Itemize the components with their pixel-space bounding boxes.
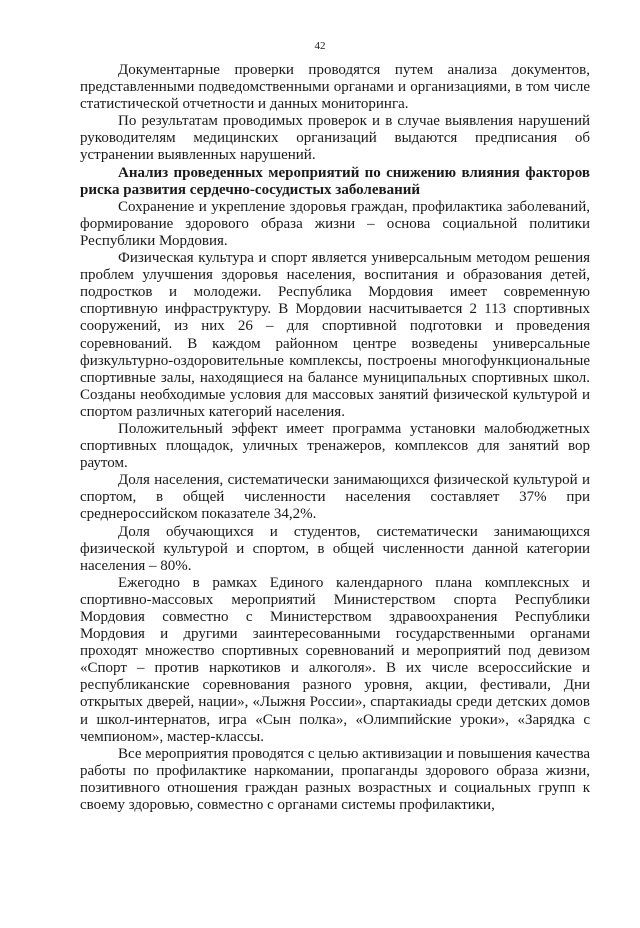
paragraph-annual-events: Ежегодно в рамках Единого календарного плана комплексных и спортивно-массовых мероприятий Министерством спорта Республики Мордовия совместно с Министерством здравоохранения Республики Мордовия и другими заинтересованными государственными органами проходят множество спортивных соревнований и мероприятий под девизом «Спорт – против наркотиков и алкоголя». В их числе всероссийские и республиканские соревнования разного уровня, акции, фестивали, Дни открытых дверей, нации», «Лыжня России», спартакиады среди детских домов и школ-интернатов, игра «Сын полка», «Олимпийские уроки», «Зарядка с чемпионом», мастер-классы. xyxy=(80,574,590,745)
paragraph-events-purpose: Все мероприятия проводятся с целью активизации и повышения качества работы по профилактике наркомании, пропаганды здорового образа жизни, позитивного отношения граждан разных возрастных и социальных групп к своему здоровью, совместно с органами системы профилактики, xyxy=(80,745,590,814)
section-heading: Анализ проведенных мероприятий по снижению влияния факторов риска развития сердечно-сосудистых заболеваний xyxy=(80,164,590,198)
paragraph-physical-culture: Физическая культура и спорт является универсальным методом решения проблем улучшения здоровья населения, воспитания и образования детей, подростков и молодежи. Республика Мордовия имеет современную спортивную инфраструктуру. В Мордовии насчитывается 2 113 спортивных сооружений, из них 26 – для спортивной подготовки и проведения соревнований. В каждом районном центре возведены универсальные физкультурно-оздоровительные комплексы, построены многофункциональные спортивные залы, находящиеся на балансе муниципальных спортивных школ. Созданы необходимые условия для массовых занятий физической культурой и спортом различных категорий населения. xyxy=(80,250,590,420)
paragraph-documentary-checks: Документарные проверки проводятся путем анализа документов, представленными подведомственными органами и организациями, в том числе статистической отчетности и данных мониторинга. xyxy=(80,62,590,113)
paragraph-health-preservation: Сохранение и укрепление здоровья граждан, профилактика заболеваний, формирование здорового образа жизни – основа социальной политики Республики Мордовия. xyxy=(80,198,590,249)
paragraph-sports-grounds: Положительный эффект имеет программа установки малобюджетных спортивных площадок, уличных тренажеров, комплексов для занятий вор раутом. xyxy=(80,420,590,472)
page-number: 42 xyxy=(314,40,326,52)
paragraph-population-share: Доля населения, систематически занимающихся физической культурой и спортом, в общей численности населения составляет 37% при среднероссийском показателе 34,2%. xyxy=(80,472,590,523)
document-body xyxy=(80,62,590,814)
paragraph-students-share: Доля обучающихся и студентов, систематически занимающихся физической культурой и спортом, в общей численности данной категории населения – 80%. xyxy=(80,523,590,574)
paragraph-inspection-results: По результатам проводимых проверок и в случае выявления нарушений руководителям медицинских организаций выдаются предписания об устранении выявленных нарушений. xyxy=(80,113,590,164)
